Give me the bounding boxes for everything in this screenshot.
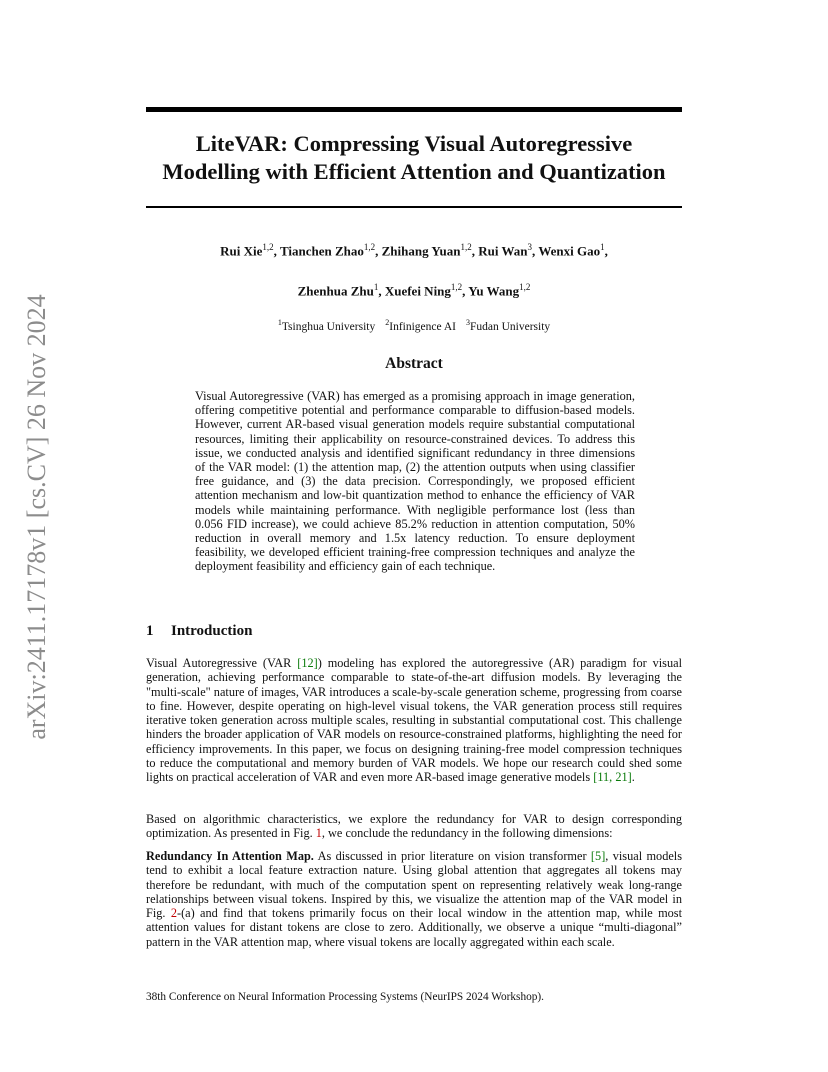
citation-bracket: [ [590, 849, 596, 863]
paragraph-bold-lead: Redundancy In Attention Map. [146, 849, 314, 863]
section-title: Introduction [171, 623, 253, 639]
citation-link[interactable]: 12 [301, 656, 314, 670]
paper-title-line-2: Modelling with Efficient Attention and Quantization [162, 159, 666, 184]
citation-bracket: [ [297, 656, 302, 670]
author-affil-sup: 3 [527, 242, 533, 252]
affiliations [146, 318, 682, 333]
citation-link[interactable]: 5 [595, 849, 602, 863]
title-top-rule [146, 107, 682, 112]
figure-reference-link[interactable]: 1 [315, 826, 322, 841]
author-affil-sup: 1,2 [363, 242, 376, 252]
author-separator: , [532, 243, 539, 259]
affiliation-sup: 2 [385, 318, 390, 327]
figure-reference-link[interactable]: 2 [170, 906, 177, 921]
citation-separator: , [609, 770, 616, 785]
paragraph-text: , visual models tend to exhibit a local feature extraction nature. Using global attention that aggregates all tokens may therefore be redundant, with much of the computation spent on representing relatively weak long-range relationships between visual tokens. Inspired by this, we visualize the attention map of the VAR model in Fig. [146, 849, 683, 921]
author-separator: , [378, 283, 385, 299]
paragraph-text: , we conclude the redundancy in the following dimensions: [321, 826, 613, 841]
affiliation-name: Fudan University [469, 320, 551, 333]
author-name: Tianchen Zhao [279, 243, 364, 259]
abstract-text: Visual Autoregressive (VAR) has emerged as a promising approach in image generation, offering competitive potential and performance comparable to diffusion-based models. However, current AR-based visual generation models require substantial computational resources, limiting their applicability on resource-constrained devices. To address this issue, we conducted analysis and identified significant redundancy in three dimensions of the VAR model: (1) the attention map, (2) the attention outputs when using classifier free guidance, and (3) the data precision. Correspondingly, we proposed efficient attention mechanism and low-bit quantization method to enhance the efficiency of VAR models while maintaining performance. With negligible performance lost (less than 0.056 FID increase), we could achieve 85.2% reduction in attention computation, 50% reduction in overall memory and 1.5x latency reduction. To ensure deployment feasibility, we developed efficient training-free compression techniques and analyze the deployment feasibility and efficiency gain of each technique. [195, 389, 635, 574]
citation-link[interactable]: 11 [597, 770, 610, 785]
arxiv-stamp-text: arXiv:2411.17178v1 [cs.CV] 26 Nov 2024 [22, 294, 51, 740]
paper-title-line-1: LiteVAR: Compressing Visual Autoregressive [195, 131, 633, 156]
section-number: 1 [146, 623, 154, 639]
author-separator: , [375, 243, 382, 259]
affiliation-sup: 1 [277, 318, 282, 327]
citation-bracket: [ [593, 770, 598, 785]
author-affil-sup: 1,2 [519, 282, 531, 292]
affiliation-name: Tsinghua University [281, 320, 376, 333]
author-affil-sup: 1 [600, 242, 605, 252]
paragraph-text: As discussed in prior literature on vision transformer [313, 849, 591, 863]
author-name: Zhenhua Zhu [297, 283, 374, 299]
author-separator: , [471, 243, 479, 259]
author-name: Xuefei Ning [384, 283, 451, 299]
author-name: Zhihang Yuan [381, 243, 461, 259]
author-affil-sup: 1,2 [262, 242, 274, 252]
author-separator: , [462, 283, 469, 299]
title-bottom-rule [146, 206, 682, 208]
citation-link[interactable]: 21 [615, 770, 628, 785]
affiliation-sup: 3 [465, 318, 470, 327]
author-name: Rui Xie [220, 243, 263, 259]
citation-bracket: ] [601, 849, 606, 863]
arxiv-stamp [24, 277, 50, 757]
section-heading-introduction [146, 623, 252, 640]
author-name: Yu Wang [468, 283, 520, 299]
citation-bracket: ] [313, 656, 318, 670]
author-name: Rui Wan [478, 243, 528, 259]
paper-title [146, 130, 682, 186]
author-name: Wenxi Gao [538, 243, 601, 259]
intro-paragraph-2 [146, 812, 682, 841]
paragraph-text: . [631, 770, 635, 785]
affiliation-name: Infinigence AI [389, 320, 456, 333]
abstract-heading: Abstract [385, 355, 443, 372]
author-affil-sup: 1 [373, 282, 379, 292]
intro-paragraph-3 [146, 849, 682, 949]
paragraph-text: -(a) and find that tokens primarily focus on their local window in the attention map, while most attention values for distant tokens are close to zero. Additionally, we observe a unique “multi-diagonal” pattern in the VAR attention map, where visual tokens are locally aggregated within each scale. [146, 906, 682, 949]
author-separator: , [604, 243, 608, 259]
paragraph-text: Visual Autoregressive (VAR [146, 656, 298, 670]
author-affil-sup: 1,2 [460, 242, 472, 252]
citation-bracket: ] [627, 770, 632, 785]
paragraph-text: ) modeling has explored the autoregressive (AR) paradigm for visual generation, achieving performance comparable to state-of-the-art diffusion models. By leveraging the "multi-scale" nature of images, VAR introduces a scale-by-scale generation scheme, progressing from coarse to fine. However, despite operating on high-level visual tokens, the VAR generation process still requires iterative token generation across multiple scales, resulting in substantial computational cost. This challenge hinders the broader application of VAR models on resource-constrained platforms, highlighting the need for efficiency improvements. In this paper, we focus on designing training-free model compression techniques to reduce the computational and memory burden of VAR models. We hope our research could shed some lights on practical acceleration of VAR and even more AR-based image generative models [146, 656, 682, 785]
conference-footer: 38th Conference on Neural Information Processing Systems (NeurIPS 2024 Workshop). [146, 991, 544, 1003]
author-separator: , [273, 243, 280, 259]
paragraph-text: Based on algorithmic characteristics, we explore the redundancy for VAR to design corresponding optimization. As presented in Fig. [146, 812, 682, 841]
authors-line-2 [146, 282, 682, 299]
author-affil-sup: 1,2 [450, 282, 463, 292]
authors-line-1 [146, 242, 682, 259]
intro-paragraph-1 [146, 656, 682, 785]
